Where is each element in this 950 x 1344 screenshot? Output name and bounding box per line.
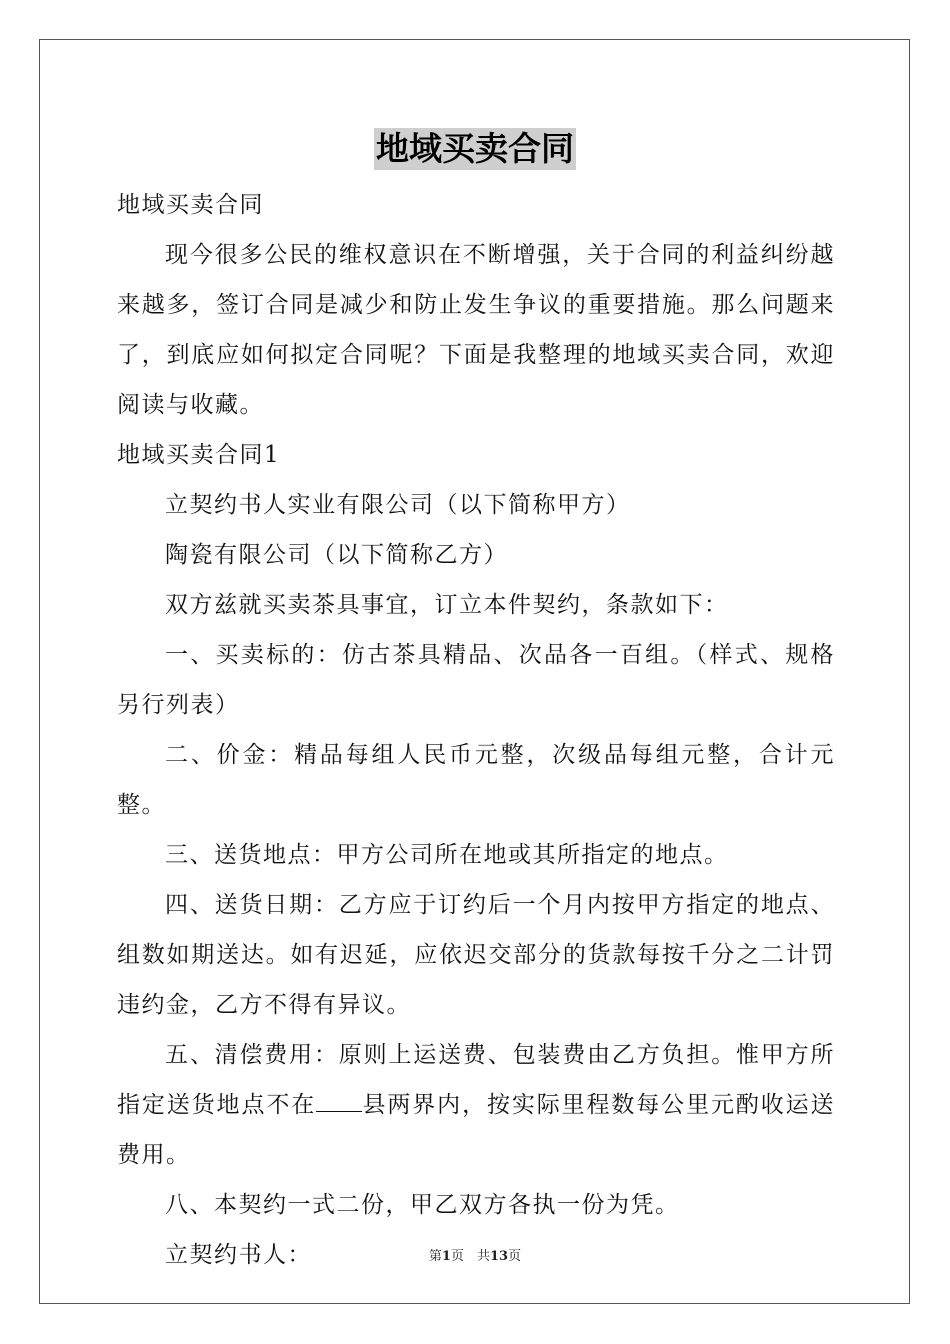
page-suffix: 页 <box>508 1249 522 1264</box>
section-heading: 地域买卖合同1 <box>117 442 281 468</box>
clause-4: 四、送货日期：乙方应于订约后一个月内按甲方指定的地点、组数如期送达。如有迟延，应依迟交部分的货款每按千分之二计罚违约金，乙方不得有异议。 <box>117 892 835 1018</box>
clause-3: 三、送货地点：甲方公司所在地或其所指定的地点。 <box>165 842 729 868</box>
clause-2: 二、价金：精品每组人民币元整，次级品每组元整，合计元整。 <box>117 742 835 818</box>
document-body <box>117 180 835 1280</box>
clause-5-text-before: 五、清偿费用：原则上运送费、包装费由乙方负担。惟甲方所指定送货地点不在 <box>117 1042 835 1118</box>
page-total-number: 13 <box>489 1249 509 1264</box>
preamble-line: 双方兹就买卖茶具事宜，订立本件契约，条款如下： <box>165 592 729 618</box>
page-mid: 页 共 <box>450 1249 490 1264</box>
document-subtitle: 地域买卖合同 <box>117 192 264 218</box>
intro-paragraph: 现今很多公民的维权意识在不断增强，关于合同的利益纠纷越来越多，签订合同是减少和防止发生争议的重要措施。那么问题来了，到底应如何拟定合同呢？下面是我整理的地域买卖合同，欢迎阅读与收藏。 <box>117 242 835 418</box>
title-container <box>0 128 950 170</box>
page-footer <box>0 1248 950 1266</box>
party-a-line: 立契约书人实业有限公司（以下简称甲方） <box>165 492 631 518</box>
clause-5-text-after: 县两界内，按实际里程数每公里元酌收运送费用。 <box>117 1092 836 1168</box>
fill-in-blank <box>316 1083 362 1112</box>
clause-5 <box>117 1030 835 1180</box>
signature-label: 立契约书人： <box>165 1242 312 1268</box>
clause-1: 一、买卖标的：仿古茶具精品、次品各一百组。（样式、规格另行列表） <box>117 642 835 718</box>
party-b-line: 陶瓷有限公司（以下简称乙方） <box>165 542 508 568</box>
clause-8: 八、本契约一式二份，甲乙双方各执一份为凭。 <box>165 1192 680 1218</box>
page-prefix: 第 <box>428 1249 442 1264</box>
document-title: 地域买卖合同 <box>376 129 574 168</box>
page-current-number: 1 <box>441 1249 451 1264</box>
